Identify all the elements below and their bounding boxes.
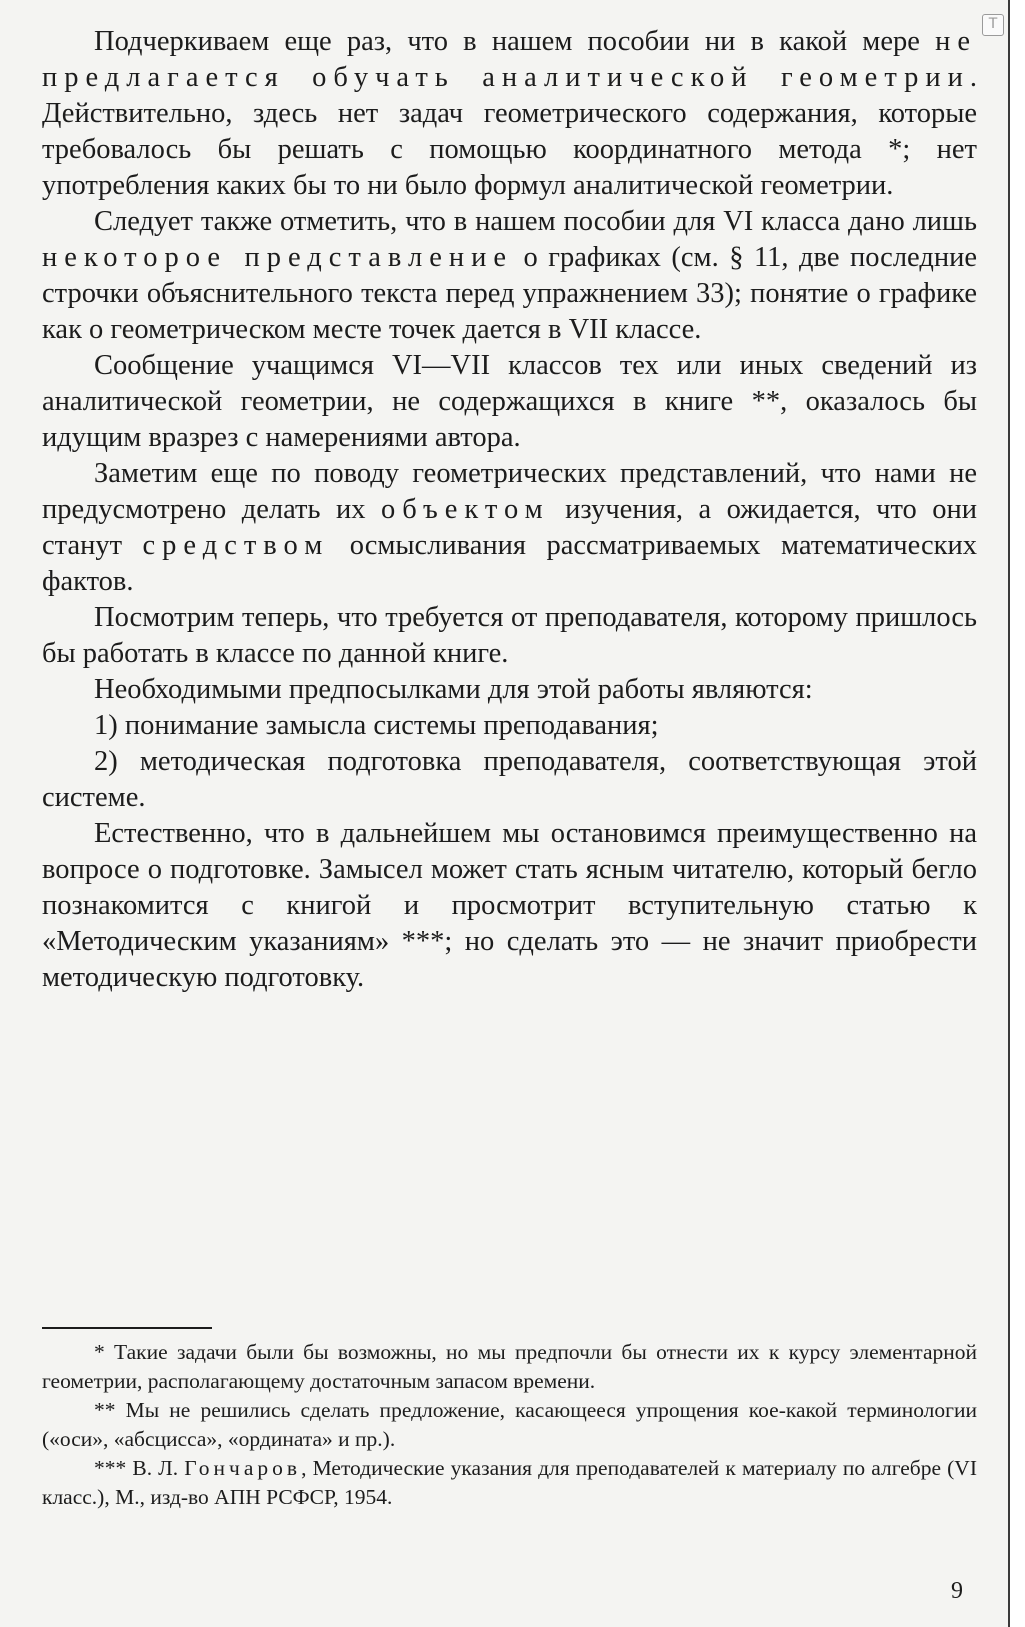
spaced-emphasis: не предлагается обучать аналитической геометрии: [42, 26, 977, 93]
paragraph: Необходимыми предпосылками для этой работы являются:: [94, 674, 813, 705]
paragraph-text: Заметим еще по поводу геометрических представлений, что нами не предусмотрено делать их: [42, 458, 977, 525]
footnote-text: *** В. Л.: [94, 1456, 185, 1480]
paragraph-text: изучения, а ожидается, что они станут: [42, 494, 978, 561]
paragraph: Посмотрим теперь, что требуется от преподавателя, которому пришлось бы работать в классе по данной книге.: [42, 602, 977, 669]
paragraph: [42, 456, 977, 600]
paragraph: Естественно, что в дальнейшем мы остановимся преимущественно на вопросе о подготовке. Замысел может стать ясным читателю, который бегло познакомится с книгой и просмотрит вступительную статью к «Методическим указаниям» ***; но сделать это — не значит приобрести методическую подготовку.: [42, 818, 977, 993]
author-name: Гончаров: [184, 1456, 302, 1480]
footnote: * Такие задачи были бы возможны, но мы предпочли бы отнести их к курсу элементарной геометрии, располагающему достаточным запасом времени.: [42, 1340, 977, 1393]
paragraph-text: Следует также отметить, что в нашем пособии для VI класса дано лишь: [94, 206, 977, 237]
paragraph: Сообщение учащимся VI—VII классов тех или иных сведений из аналитической геометрии, не содержащихся в книге **, оказалось бы идущим вразрез с намерениями автора.: [42, 350, 977, 453]
spaced-emphasis: некоторое представление: [42, 242, 513, 273]
page-number: 9: [951, 1578, 963, 1604]
footnote-divider: [42, 1327, 212, 1329]
footnote: [42, 1454, 977, 1512]
text-mode-icon[interactable]: T: [982, 14, 1004, 36]
footnotes: [42, 1338, 977, 1512]
list-item: 1) понимание замысла системы преподавания;: [94, 710, 659, 741]
paragraph-text: о графиках (см. § 11, две последние строчки объяснительного текста перед упражнением 33); понятие о графике как о геометрическом месте точек дается в VII классе.: [42, 242, 977, 345]
main-text: [42, 24, 977, 996]
footnote-text: , Методические указания для преподавателей к материалу по алгебре (VI класс.), М., изд-во АПН РСФСР, 1954.: [42, 1456, 977, 1509]
paragraph-text: . Действительно, здесь нет задач геометрического содержания, которые требовалось бы решать с помощью координатного метода *; нет употребления каких бы то ни было формул аналитической геометрии.: [42, 62, 977, 201]
spaced-emphasis: средством: [142, 530, 330, 561]
paragraph-text: осмысливания рассматриваемых математических фактов.: [42, 530, 977, 597]
paragraph: [42, 24, 977, 204]
paragraph: [42, 204, 977, 348]
list-item: 2) методическая подготовка преподавателя, соответствующая этой системе.: [42, 746, 977, 813]
footnote: ** Мы не решились сделать предложение, касающееся упрощения кое-какой терминологии («оси», «абсцисса», «ордината» и пр.).: [42, 1398, 977, 1451]
paragraph-text: Подчеркиваем еще раз, что в нашем пособии ни в какой мере: [94, 26, 936, 57]
spaced-emphasis: объектом: [380, 494, 550, 525]
